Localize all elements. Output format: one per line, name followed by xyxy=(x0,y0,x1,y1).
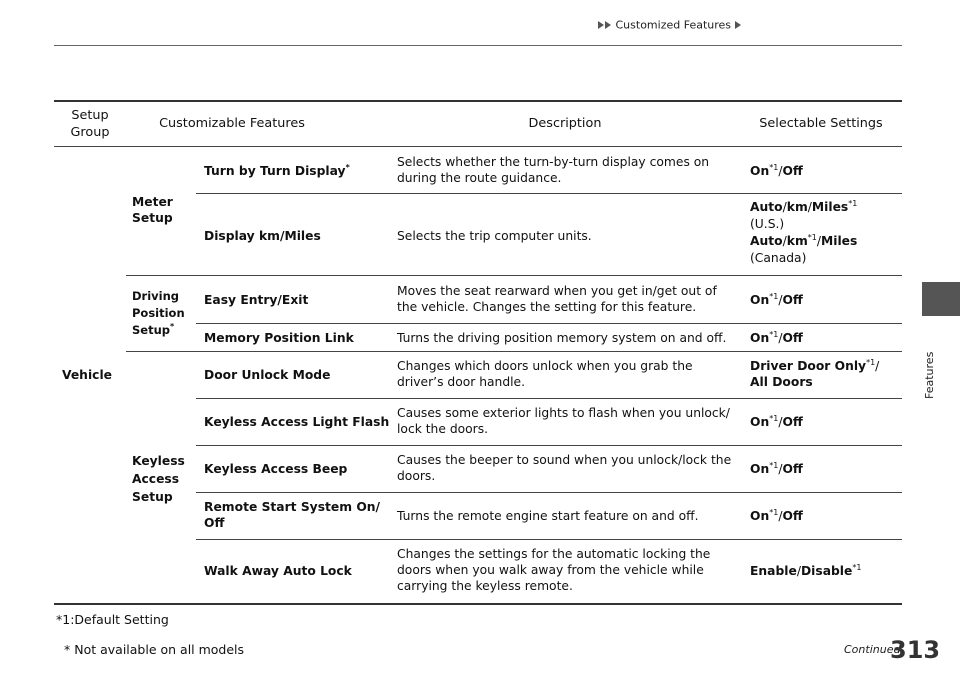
setting-separator: / xyxy=(782,200,787,214)
selectable-setting xyxy=(750,292,900,308)
not-available-footnote: * Not available on all models xyxy=(64,642,245,657)
setting-option: Off xyxy=(782,462,803,476)
feature-description: Moves the seat rearward when you get in/get out of the vehicle. Changes the setting for this feature. xyxy=(397,284,717,314)
selectable-setting xyxy=(750,563,900,579)
setting-option: Off xyxy=(782,331,803,345)
setting-option: Auto xyxy=(750,200,783,214)
feature-name: Display km/Miles xyxy=(204,229,321,243)
default-mark: *1 xyxy=(769,291,779,301)
group-divider xyxy=(126,351,902,352)
feature-name: Door Unlock Mode xyxy=(204,368,331,382)
setting-region: (Canada) xyxy=(750,251,807,265)
feature-description: Changes which doors unlock when you grab the driver’s door handle. xyxy=(397,359,693,389)
selectable-setting xyxy=(750,199,900,267)
setting-option: Off xyxy=(782,415,803,429)
setting-separator: / xyxy=(782,234,787,248)
default-mark: *1 xyxy=(807,232,817,242)
selectable-setting xyxy=(750,163,900,179)
setting-separator: / xyxy=(816,234,822,248)
row-divider xyxy=(196,323,902,324)
table-top-rule xyxy=(54,100,902,102)
breadcrumb xyxy=(598,18,918,32)
not-available-mark: * xyxy=(345,162,350,172)
setting-line xyxy=(750,199,900,216)
triangle-icon xyxy=(735,21,741,29)
setting-region: (U.S.) xyxy=(750,217,785,231)
feature-name: Walk Away Auto Lock xyxy=(204,564,352,578)
row-divider xyxy=(196,193,902,194)
selectable-setting xyxy=(750,330,900,346)
feature-description: Selects the trip computer units. xyxy=(397,229,592,243)
default-mark: *1 xyxy=(769,162,779,172)
default-mark: *1 xyxy=(866,357,876,367)
feature-name: Easy Entry/Exit xyxy=(204,293,309,307)
default-mark: *1 xyxy=(769,507,779,517)
feature-description: Causes the beeper to sound when you unlock/lock the doors. xyxy=(397,453,732,483)
header-setup-group: Setup Group xyxy=(70,108,110,140)
subgroup-driving-label: Driving Position Setup xyxy=(132,289,185,337)
setting-option: Off xyxy=(782,293,803,307)
setting-option: Disable xyxy=(800,564,853,578)
setting-option: All Doors xyxy=(750,375,813,389)
setting-option: Miles xyxy=(811,200,849,214)
default-mark: *1 xyxy=(848,198,858,208)
setting-separator: / xyxy=(778,509,783,523)
setting-separator: / xyxy=(875,359,880,373)
continued-text: Continued xyxy=(844,643,901,656)
feature-label: Turn by Turn Display xyxy=(204,164,346,178)
setting-option: Enable xyxy=(750,564,797,578)
setting-option: On xyxy=(750,293,770,307)
default-mark: *1 xyxy=(769,460,779,470)
row-divider xyxy=(196,492,902,493)
setting-option: Auto xyxy=(750,234,783,248)
feature-description: Changes the settings for the automatic locking the doors when you walk away from the vehicle while carrying the keyless remote. xyxy=(397,547,711,593)
triangle-icon xyxy=(605,21,611,29)
header-description: Description xyxy=(528,116,602,131)
feature-description: Turns the driving position memory system on and off. xyxy=(397,331,727,345)
setting-option: On xyxy=(750,509,770,523)
triangle-icon xyxy=(598,21,604,29)
row-divider xyxy=(196,445,902,446)
subgroup-driving-position-setup xyxy=(132,288,196,339)
feature-name: Keyless Access Light Flash xyxy=(204,415,390,429)
setting-option: On xyxy=(750,331,770,345)
table-bottom-rule xyxy=(54,603,902,605)
feature-name: Remote Start System On/ Off xyxy=(204,500,381,530)
default-mark: *1 xyxy=(769,329,779,339)
setting-option: Off xyxy=(782,164,803,178)
subgroup-keyless-access-setup: Keyless Access Setup xyxy=(132,454,185,504)
header-selectable-settings: Selectable Settings xyxy=(759,116,883,131)
feature-name: Keyless Access Beep xyxy=(204,462,348,476)
setting-option: On xyxy=(750,164,770,178)
setting-option: km xyxy=(786,200,808,214)
default-setting-footnote: *1:Default Setting xyxy=(56,612,169,627)
setting-separator: / xyxy=(778,164,783,178)
feature-description: Turns the remote engine start feature on and off. xyxy=(397,509,699,523)
row-divider xyxy=(196,539,902,540)
setting-separator: / xyxy=(807,200,812,214)
setting-line xyxy=(750,233,900,250)
setting-option: km xyxy=(786,234,808,248)
row-divider xyxy=(196,398,902,399)
not-available-mark: * xyxy=(170,322,175,332)
header-rule xyxy=(54,45,902,46)
breadcrumb-text: Customized Features xyxy=(615,18,732,32)
default-mark: *1 xyxy=(852,562,862,572)
default-mark: *1 xyxy=(769,413,779,423)
setting-option: Miles xyxy=(821,234,858,248)
feature-name xyxy=(204,163,394,179)
group-divider xyxy=(126,275,902,276)
section-label: Features xyxy=(923,351,936,399)
subgroup-meter-setup: Meter Setup xyxy=(132,195,173,225)
setting-separator: / xyxy=(796,564,801,578)
setting-separator: / xyxy=(778,293,783,307)
group-vehicle: Vehicle xyxy=(62,368,112,382)
feature-description: Selects whether the turn-by-turn display comes on during the route guidance. xyxy=(397,155,710,185)
setting-option: On xyxy=(750,415,770,429)
selectable-setting xyxy=(750,358,900,390)
setting-separator: / xyxy=(778,462,783,476)
section-tab xyxy=(922,282,960,316)
header-bottom-rule xyxy=(54,146,902,147)
setting-option: Off xyxy=(782,509,803,523)
setting-option: Driver Door Only xyxy=(750,359,867,373)
setting-separator: / xyxy=(778,331,783,345)
page-number: 313 xyxy=(890,636,941,664)
setting-separator: / xyxy=(778,415,783,429)
feature-name: Memory Position Link xyxy=(204,331,354,345)
feature-description: Causes some exterior lights to flash when you unlock/ lock the doors. xyxy=(397,406,730,436)
setting-option: On xyxy=(750,462,770,476)
selectable-setting xyxy=(750,414,900,430)
selectable-setting xyxy=(750,508,900,524)
selectable-setting xyxy=(750,461,900,477)
header-customizable-features: Customizable Features xyxy=(159,116,305,131)
